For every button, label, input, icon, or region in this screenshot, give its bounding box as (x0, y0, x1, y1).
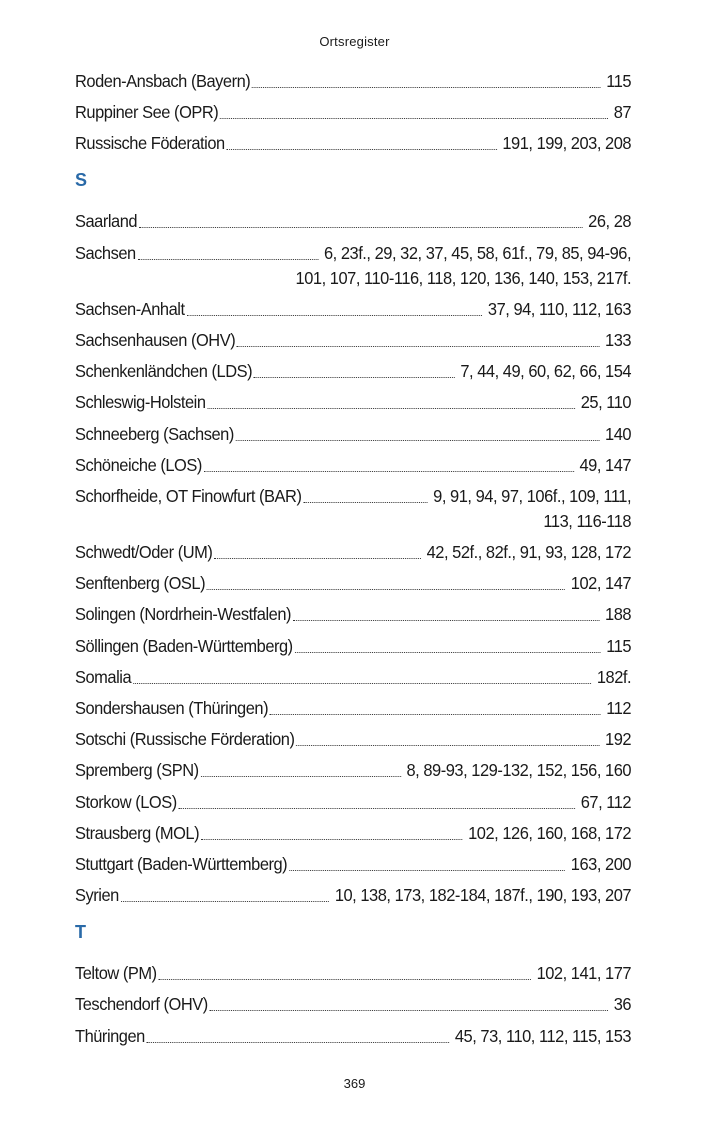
dot-leader (201, 776, 401, 777)
index-entry (75, 961, 631, 986)
entry-page-numbers: 182f. (596, 666, 632, 687)
index-entry (75, 790, 631, 815)
entry-page-numbers: 102, 147 (570, 573, 632, 594)
index-entry (75, 484, 631, 534)
section-letter-heading: T (75, 922, 86, 943)
entry-page-numbers: 163, 200 (570, 853, 632, 874)
entry-page-numbers: 9, 91, 94, 97, 106f., 109, 111, (433, 485, 632, 506)
entry-page-numbers: 191, 199, 203, 208 (502, 133, 632, 154)
dot-leader (252, 87, 600, 88)
index-entry (75, 131, 631, 156)
dot-leader (204, 471, 574, 472)
index-entry (75, 634, 631, 659)
dot-leader (186, 315, 482, 316)
dot-leader (303, 502, 427, 503)
entry-page-numbers: 115 (606, 635, 632, 656)
index-entry (75, 69, 631, 94)
dot-leader (237, 346, 599, 347)
entry-page-numbers: 87 (613, 102, 632, 123)
entry-page-numbers: 25, 110 (580, 392, 632, 413)
entry-place-name: Schöneiche (LOS) (75, 454, 202, 475)
entry-page-numbers: 67, 112 (580, 791, 632, 812)
index-entry (75, 328, 631, 353)
entry-place-name: Söllingen (Baden-Württemberg) (75, 635, 293, 656)
entry-place-name: Sondershausen (Thüringen) (75, 698, 269, 718)
entry-page-numbers: 188 (605, 604, 632, 625)
index-entry (75, 453, 631, 478)
dot-leader (293, 620, 600, 621)
dot-leader (214, 558, 421, 559)
dot-leader (121, 901, 329, 902)
index-entry (75, 297, 631, 322)
index-entry (75, 359, 631, 384)
entry-page-numbers: 140 (605, 423, 632, 444)
entry-place-name: Solingen (Nordrhein-Westfalen) (75, 604, 292, 625)
entry-place-name: Teschendorf (OHV) (75, 994, 208, 1015)
dot-leader (201, 839, 462, 840)
index-entry (75, 758, 631, 783)
entry-page-numbers-continued: 113, 116-118 (543, 510, 632, 531)
index-entry (75, 100, 631, 125)
index-entry (75, 422, 631, 447)
index-entry (75, 696, 631, 721)
place-index (75, 69, 631, 1055)
dot-leader (254, 377, 455, 378)
entry-page-numbers: 42, 52f., 82f., 91, 93, 128, 172 (426, 542, 632, 563)
entry-page-numbers-continued: 101, 107, 110-116, 118, 120, 136, 140, 153, 217f. (295, 267, 632, 288)
index-entry (75, 883, 631, 908)
running-head: Ortsregister (319, 34, 390, 49)
dot-leader (207, 408, 575, 409)
entry-place-name: Roden-Ansbach (Bayern) (75, 71, 251, 91)
entry-place-name: Sotschi (Russische Förderation) (75, 729, 295, 750)
entry-place-name: Sachsen (75, 242, 136, 263)
entry-page-numbers: 10, 138, 173, 182-184, 187f., 190, 193, 207 (334, 885, 632, 906)
section-letter-heading: S (75, 170, 88, 191)
entry-place-name: Spremberg (SPN) (75, 760, 199, 781)
dot-leader (295, 652, 601, 653)
entry-page-numbers: 37, 94, 110, 112, 163 (487, 298, 632, 319)
entry-place-name: Somalia (75, 666, 132, 687)
page-number: 369 (343, 1076, 366, 1091)
index-entry (75, 821, 631, 846)
entry-page-numbers: 36 (613, 994, 632, 1015)
entry-page-numbers: 115 (606, 71, 632, 91)
dot-leader (133, 683, 591, 684)
entry-page-numbers: 45, 73, 110, 112, 115, 153 (454, 1025, 632, 1046)
entry-place-name: Syrien (75, 885, 119, 906)
dot-leader (147, 1042, 450, 1043)
dot-leader (220, 118, 608, 119)
entry-page-numbers: 26, 28 (588, 211, 632, 232)
index-entry (75, 209, 631, 234)
entry-place-name: Teltow (PM) (75, 963, 157, 984)
index-entry (75, 992, 631, 1017)
entry-place-name: Sachsen-Anhalt (75, 298, 185, 319)
dot-leader (207, 589, 565, 590)
entry-page-numbers: 102, 141, 177 (536, 963, 632, 984)
entry-place-name: Stuttgart (Baden-Württemberg) (75, 853, 288, 874)
index-entry (75, 852, 631, 877)
dot-leader (139, 227, 583, 228)
entry-page-numbers: 102, 126, 160, 168, 172 (468, 822, 632, 843)
index-entry (75, 665, 631, 690)
dot-leader (179, 808, 575, 809)
entry-place-name: Schorfheide, OT Finowfurt (BAR) (75, 485, 302, 506)
entry-place-name: Strausberg (MOL) (75, 822, 200, 843)
entry-page-numbers: 7, 44, 49, 60, 62, 66, 154 (460, 361, 632, 382)
entry-place-name: Ruppiner See (OPR) (75, 102, 219, 123)
dot-leader (159, 979, 531, 980)
index-entry (75, 602, 631, 627)
entry-page-numbers: 112 (606, 698, 632, 718)
index-entry (75, 241, 631, 291)
index-entry (75, 1024, 631, 1049)
entry-page-numbers: 8, 89-93, 129-132, 152, 156, 160 (406, 760, 632, 781)
index-entry (75, 540, 631, 565)
dot-leader (289, 870, 565, 871)
entry-place-name: Senftenberg (OSL) (75, 573, 206, 594)
dot-leader (236, 440, 600, 441)
entry-place-name: Schwedt/Oder (UM) (75, 542, 213, 563)
dot-leader (296, 745, 599, 746)
entry-place-name: Storkow (LOS) (75, 791, 177, 812)
entry-place-name: Saarland (75, 211, 138, 232)
entry-place-name: Schneeberg (Sachsen) (75, 423, 234, 444)
dot-leader (227, 149, 497, 150)
dot-leader (210, 1010, 608, 1011)
entry-place-name: Schenkenländchen (LDS) (75, 361, 253, 382)
index-entry (75, 727, 631, 752)
entry-page-numbers: 49, 147 (579, 454, 632, 475)
entry-page-numbers: 192 (605, 729, 632, 750)
index-entry (75, 571, 631, 596)
dot-leader (138, 259, 319, 260)
entry-place-name: Thüringen (75, 1025, 145, 1046)
entry-place-name: Sachsenhausen (OHV) (75, 329, 236, 350)
entry-page-numbers: 133 (605, 329, 632, 350)
dot-leader (270, 714, 601, 715)
index-entry (75, 390, 631, 415)
entry-place-name: Schleswig-Holstein (75, 392, 206, 413)
entry-place-name: Russische Föderation (75, 133, 225, 154)
entry-page-numbers: 6, 23f., 29, 32, 37, 45, 58, 61f., 79, 85, 94-96, (323, 242, 632, 263)
